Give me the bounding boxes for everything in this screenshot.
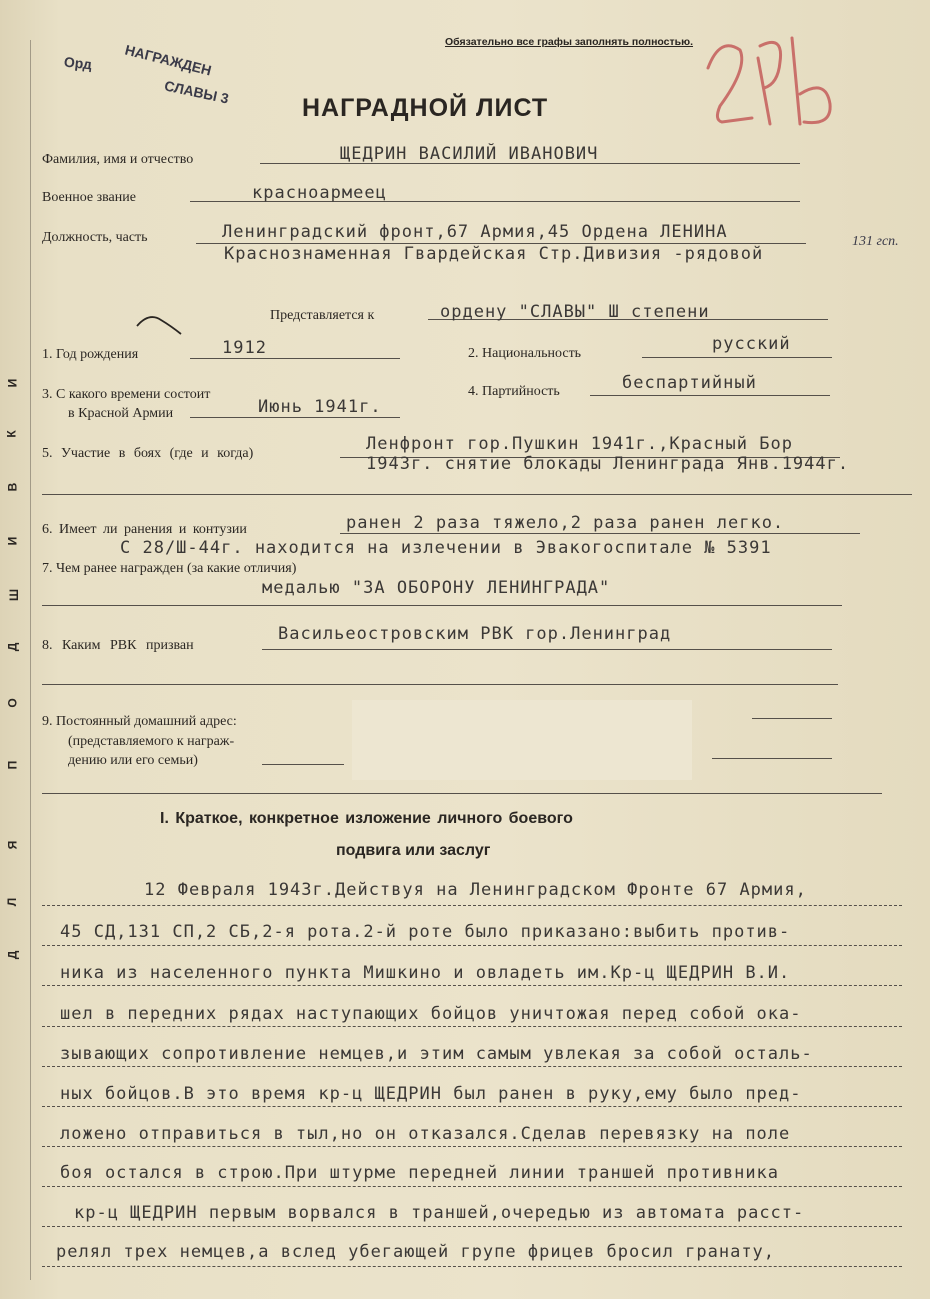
- side-char: Д: [5, 642, 20, 652]
- nationality-underline: [642, 357, 832, 358]
- stamp-line: Орд: [63, 53, 93, 73]
- nationality-label: 2. Национальность: [468, 346, 582, 361]
- party-label: 4. Партийность: [468, 384, 560, 399]
- presented-value: ордену "СЛАВЫ" Ш степени: [440, 302, 710, 322]
- side-char: К: [4, 430, 19, 438]
- wounds-value-1: ранен 2 раза тяжело,2 раза ранен легко.: [346, 513, 785, 533]
- service-since-value: Июнь 1941г.: [258, 397, 382, 417]
- rvk-value: Васильеостровским РВК гор.Ленинград: [278, 624, 672, 644]
- nationality-value: русский: [712, 334, 791, 354]
- side-char: Ш: [7, 588, 22, 602]
- wounds-value-2: С 28/Ш-44г. находится на излечении в Эвакогоспитале № 5391: [120, 538, 772, 558]
- feat-line: шел в передних рядах наступающих бойцов уничтожая перед собой ока-: [60, 1004, 802, 1024]
- rvk-label: 8. Каким РВК призван: [42, 638, 194, 653]
- feat-line-rule: [42, 1266, 902, 1267]
- feat-line: ложено отправиться в тыл,но он отказался.Сделав перевязку на поле: [60, 1124, 791, 1144]
- side-char: Я: [5, 840, 20, 850]
- birth-year-value: 1912: [222, 338, 267, 358]
- feat-line-rule: [42, 1066, 902, 1067]
- battles-value-1: Ленфронт гор.Пушкин 1941г.,Красный Бор: [366, 434, 793, 454]
- section-title-2: подвига или заслуг: [336, 842, 491, 859]
- presented-label: Представляется к: [270, 308, 375, 323]
- awards-value: медалью "ЗА ОБОРОНУ ЛЕНИНГРАДА": [262, 578, 611, 598]
- section-divider: [42, 793, 882, 794]
- wounds-label: 6. Имеет ли ранения и контузии: [42, 522, 247, 537]
- rank-value: красноармеец: [252, 183, 387, 203]
- redacted-address-area: [352, 700, 692, 780]
- feat-line-rule: [42, 1026, 902, 1027]
- section-title-1: I. Краткое, конкретное изложение личного боевого: [160, 810, 573, 827]
- feat-line-rule: [42, 905, 902, 906]
- header-note: Обязательно все графы заполнять полностью.: [445, 36, 694, 48]
- feat-line: 45 СД,131 СП,2 СБ,2-я рота.2-й роте было приказано:выбить против-: [60, 922, 791, 942]
- margin-note: 131 гсп.: [852, 234, 899, 249]
- feat-line-rule: [42, 1106, 902, 1107]
- side-char: И: [5, 536, 20, 546]
- address-underline-3: [712, 758, 832, 759]
- position-value-1: Ленинградский фронт,67 Армия,45 Ордена ЛЕНИНА: [222, 222, 728, 242]
- battles-label: 5. Участие в боях (где и когда): [42, 446, 254, 461]
- left-edge-line: [30, 40, 31, 1280]
- party-value: беспартийный: [622, 373, 757, 393]
- address-label-1: 9. Постоянный домашний адрес:: [42, 714, 237, 729]
- wounds-underline: [340, 533, 860, 534]
- feat-line: релял трех немцев,а вслед убегающей групе фрицев бросил гранату,: [56, 1242, 776, 1262]
- feat-line: ника из населенного пункта Мишкино и овладеть им.Кр-ц ЩЕДРИН В.И.: [60, 963, 791, 983]
- feat-line-rule: [42, 1226, 902, 1227]
- address-label-3: дению или его семьи): [68, 753, 198, 768]
- stamp-line: НАГРАЖДЕН: [123, 41, 214, 79]
- service-since-underline: [190, 417, 400, 418]
- feat-line-rule: [42, 985, 902, 986]
- address-underline-2: [752, 718, 832, 719]
- awards-underline: [42, 605, 842, 606]
- service-since-label-2: в Красной Армии: [68, 406, 174, 421]
- side-char: Л: [5, 897, 20, 907]
- rvk-underline-2: [42, 684, 838, 685]
- side-char: И: [5, 378, 20, 388]
- pencil-tick-mark: [135, 308, 185, 336]
- fio-value: ЩЕДРИН ВАСИЛИЙ ИВАНОВИЧ: [340, 144, 599, 164]
- feat-line: зывающих сопротивление немцев,и этим самым увлекая за собой осталь-: [60, 1044, 813, 1064]
- position-value-2: Краснознаменная Гвардейская Стр.Дивизия -рядовой: [224, 244, 764, 264]
- feat-line-rule: [42, 1186, 902, 1187]
- side-char: О: [5, 698, 20, 708]
- party-underline: [590, 395, 830, 396]
- address-underline-1: [262, 764, 344, 765]
- feat-line: 12 Февраля 1943г.Действуя на Ленинградском Фронте 67 Армия,: [144, 880, 807, 900]
- feat-line: ных бойцов.В это время кр-ц ЩЕДРИН был ранен в руку,ему было пред-: [60, 1084, 802, 1104]
- feat-line: боя остался в строю.При штурме передней линии траншей противника: [60, 1163, 780, 1183]
- rvk-underline: [262, 649, 832, 650]
- service-since-label-1: 3. С какого времени состоит: [42, 387, 211, 402]
- side-char: В: [5, 482, 20, 492]
- battles-underline-2: [42, 494, 912, 495]
- side-char: П: [5, 760, 20, 770]
- battles-value-2: 1943г. снятие блокады Ленинграда Янв.1944г.: [366, 454, 850, 474]
- fio-label: Фамилия, имя и отчество: [42, 152, 194, 167]
- birth-year-label: 1. Год рождения: [42, 347, 139, 362]
- address-label-2: (представляемого к награж-: [68, 734, 235, 749]
- awards-label: 7. Чем ранее награжден (за какие отличия): [42, 561, 297, 576]
- stamp-line: СЛАВЫ 3: [163, 77, 231, 107]
- side-char: Д: [5, 950, 20, 960]
- position-label: Должность, часть: [42, 230, 148, 245]
- rank-label: Военное звание: [42, 190, 136, 205]
- page-title: НАГРАДНОЙ ЛИСТ: [302, 94, 549, 122]
- birth-year-underline: [190, 358, 400, 359]
- feat-line-rule: [42, 1146, 902, 1147]
- feat-line: кр-ц ЩЕДРИН первым ворвался в траншей,очередью из автомата расст-: [74, 1203, 805, 1223]
- feat-line-rule: [42, 945, 902, 946]
- handwritten-number-mark: [700, 28, 850, 133]
